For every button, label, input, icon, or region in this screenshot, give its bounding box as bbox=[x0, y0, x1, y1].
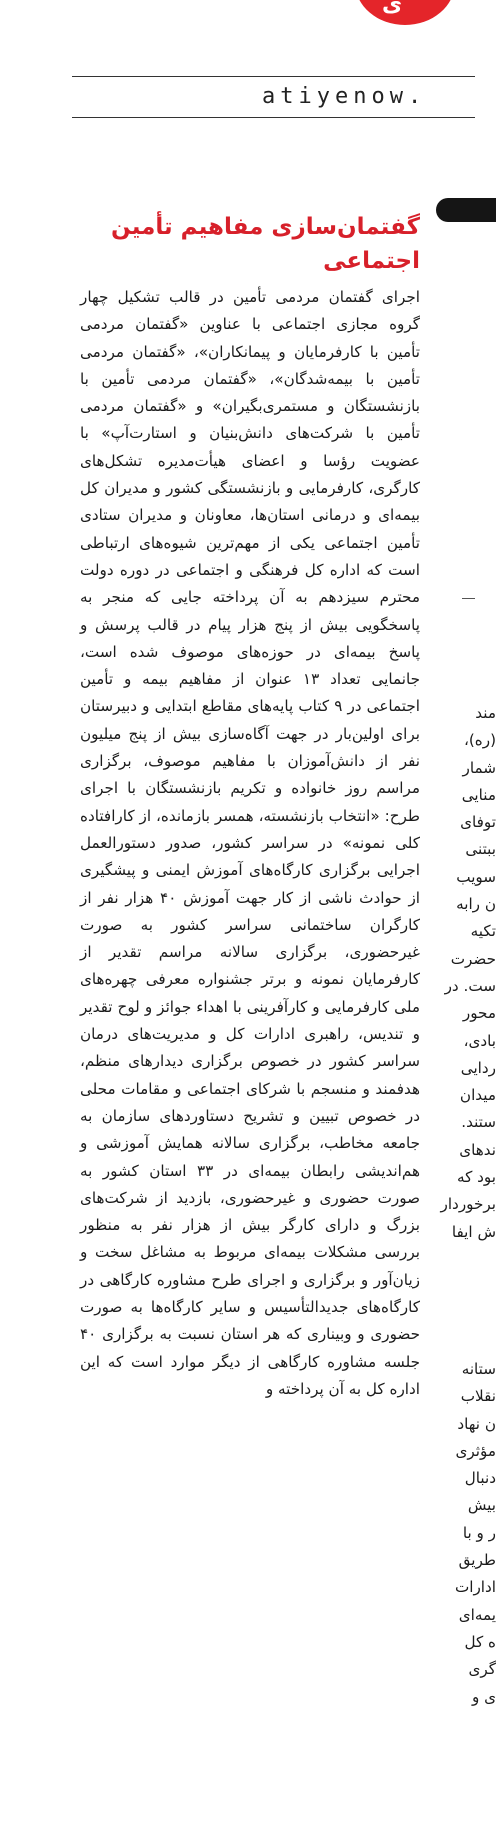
neighbor-line: مؤثری bbox=[455, 1441, 496, 1460]
article bbox=[80, 210, 420, 1403]
neighbor-line: نقلاب bbox=[460, 1387, 496, 1406]
neighbor-line: ردایی bbox=[460, 1058, 496, 1077]
neighbor-line: ن نهاد bbox=[457, 1414, 496, 1433]
neighbor-line: تکیه bbox=[470, 922, 496, 941]
neighbor-line: بیش bbox=[467, 1496, 496, 1515]
neighbor-line: ه کل bbox=[464, 1632, 496, 1651]
section-badge bbox=[436, 198, 496, 222]
neighbor-line: توفای bbox=[460, 813, 496, 832]
neighbor-line: ببتنی bbox=[465, 840, 496, 859]
neighbor-line: شمار bbox=[462, 758, 496, 777]
neighbor-line: ش ایفا bbox=[451, 1222, 496, 1241]
neighbor-line: میدان bbox=[459, 1086, 496, 1105]
neighbor-line: برخوردار bbox=[440, 1195, 496, 1214]
neighbor-line: ست. در bbox=[444, 976, 496, 995]
neighbor-line: ندهای bbox=[459, 1140, 496, 1159]
neighbor-column-lower bbox=[436, 1356, 496, 1711]
neighbor-line: (ره)، bbox=[463, 731, 496, 750]
neighbor-line: مند bbox=[475, 704, 496, 722]
brand-logo bbox=[355, 0, 455, 25]
neighbor-line: گری bbox=[468, 1660, 496, 1679]
neighbor-line: دنبال bbox=[464, 1469, 496, 1488]
neighbor-line: محور bbox=[462, 1004, 496, 1023]
neighbor-line: ی و bbox=[471, 1687, 496, 1706]
neighbor-line: حضرت bbox=[450, 949, 496, 968]
neighbor-line: طریق bbox=[458, 1551, 496, 1570]
neighbor-line: ر و با bbox=[462, 1523, 496, 1542]
neighbor-line: ادارات bbox=[454, 1578, 496, 1597]
masthead-bottom-rule bbox=[72, 117, 475, 118]
neighbor-line: ستانه bbox=[461, 1360, 496, 1378]
site-name: atiyenow. bbox=[262, 84, 427, 109]
neighbor-line: ستند. bbox=[461, 1113, 496, 1132]
article-title: گفتمان‌سازی مفاهیم تأمین اجتماعی bbox=[111, 214, 420, 274]
article-body: اجرای گفتمان مردمی تأمین در قالب تشکیل چهار گروه مجازی اجتماعی با عناوین «گفتمان مردمی تأمین با کارفرمایان و پیمانکاران»، «گفتمان مردمی تأمین با بیمه‌شدگان»، «گفتمان مردمی تأمین با بازنشستگان و مستمری‌بگیران» و «گفتمان مردمی تأمین با شرکت‌های دانش‌بنیان و استارت‌آپ» با عضویت رؤسا و اعضای هیأت‌مدیره تشکل‌های کارگری، کارفرمایی و بازنشستگی کشور و مدیران کل بیمه‌ای و درمانی استان‌ها، معاونان و مدیران ستادی تأمین اجتماعی یکی از مهم‌ترین شیوه‌های ارتباطی است که اداره کل فرهنگی و اجتماعی در دوره دولت محترم سیزدهم به آن پرداخته جایی که منجر به پاسخگویی بیش از پنج هزار پیام در قالب پرسش و پاسخ بیمه‌ای در حوزه‌های موصوف شده است، جانمایی تعداد ۱۳ عنوان از مفاهیم بیمه و تأمین اجتماعی در ۹ کتاب پایه‌های مقاطع ابتدایی و دبیرستان برای اولین‌بار در جهت آگاه‌سازی بیش از پنج میلیون نفر از دانش‌آموزان با مفاهیم موصوف، برگزاری مراسم روز خانواده و تکریم بازنشستگان با اجرای طرح: «انتخاب بازنشسته، همسر بازمانده، از کارافتاده کلی نمونه» در سراسر کشور، صدور دستورالعمل اجرایی برگزاری کارگاه‌های آموزش ایمنی و پیشگیری از حوادث ناشی از کار جهت آموزش ۴۰ هزار نفر از کارگران ساختمانی سراسر کشور به صورت غیرحضوری، برگزاری سالانه مراسم تقدیر از کارفرمایان نمونه و برتر جشنواره معرفی چهره‌های ملی کارفرمایی و کارآفرینی با اهداء جوائز و لوح تقدیر و تندیس، راهبری ادارات کل و مدیریت‌های درمان سراسر کشور در خصوص برگزاری دیدارهای منظم، هدفمند و منسجم با شرکای اجتماعی و مقامات محلی در خصوص تبیین و تشریح دستاوردهای سازمان به جامعه مخاطب، برگزاری سالانه همایش آموزشی و هم‌اندیشی رابطان بیمه‌ای در ۳۳ استان کشور به صورت حضوری و غیرحضوری، بازدید از شرکت‌های بزرگ و دارای کارگر بیش از هزار نفر به منظور بررسی مشکلات بیمه‌ای مربوط به مشاغل سخت و زیان‌آور و برگزاری و اجرای طرح مشاوره کارگاهی در کارگاه‌های جدیدالتأسیس و سایر کارگاه‌ها به صورت حضوری و وبیناری که هر استان نسبت به برگزاری ۴۰ جلسه مشاوره کارگاهی از دیگر موارد است که این اداره کل به آن پرداخته و bbox=[80, 288, 420, 1398]
neighbor-line: ن رابه bbox=[456, 895, 496, 914]
neighbor-line: بود که bbox=[456, 1168, 496, 1187]
column-divider-mark bbox=[462, 598, 475, 599]
brand-logo-text: ی bbox=[382, 0, 403, 17]
neighbor-line: سویب bbox=[456, 867, 496, 886]
neighbor-line: منایی bbox=[461, 785, 496, 804]
neighbor-column-upper bbox=[436, 700, 496, 1246]
neighbor-line: بادی، bbox=[463, 1031, 496, 1050]
neighbor-line: یمه‌ای bbox=[458, 1605, 496, 1624]
masthead-top-rule bbox=[72, 76, 475, 77]
